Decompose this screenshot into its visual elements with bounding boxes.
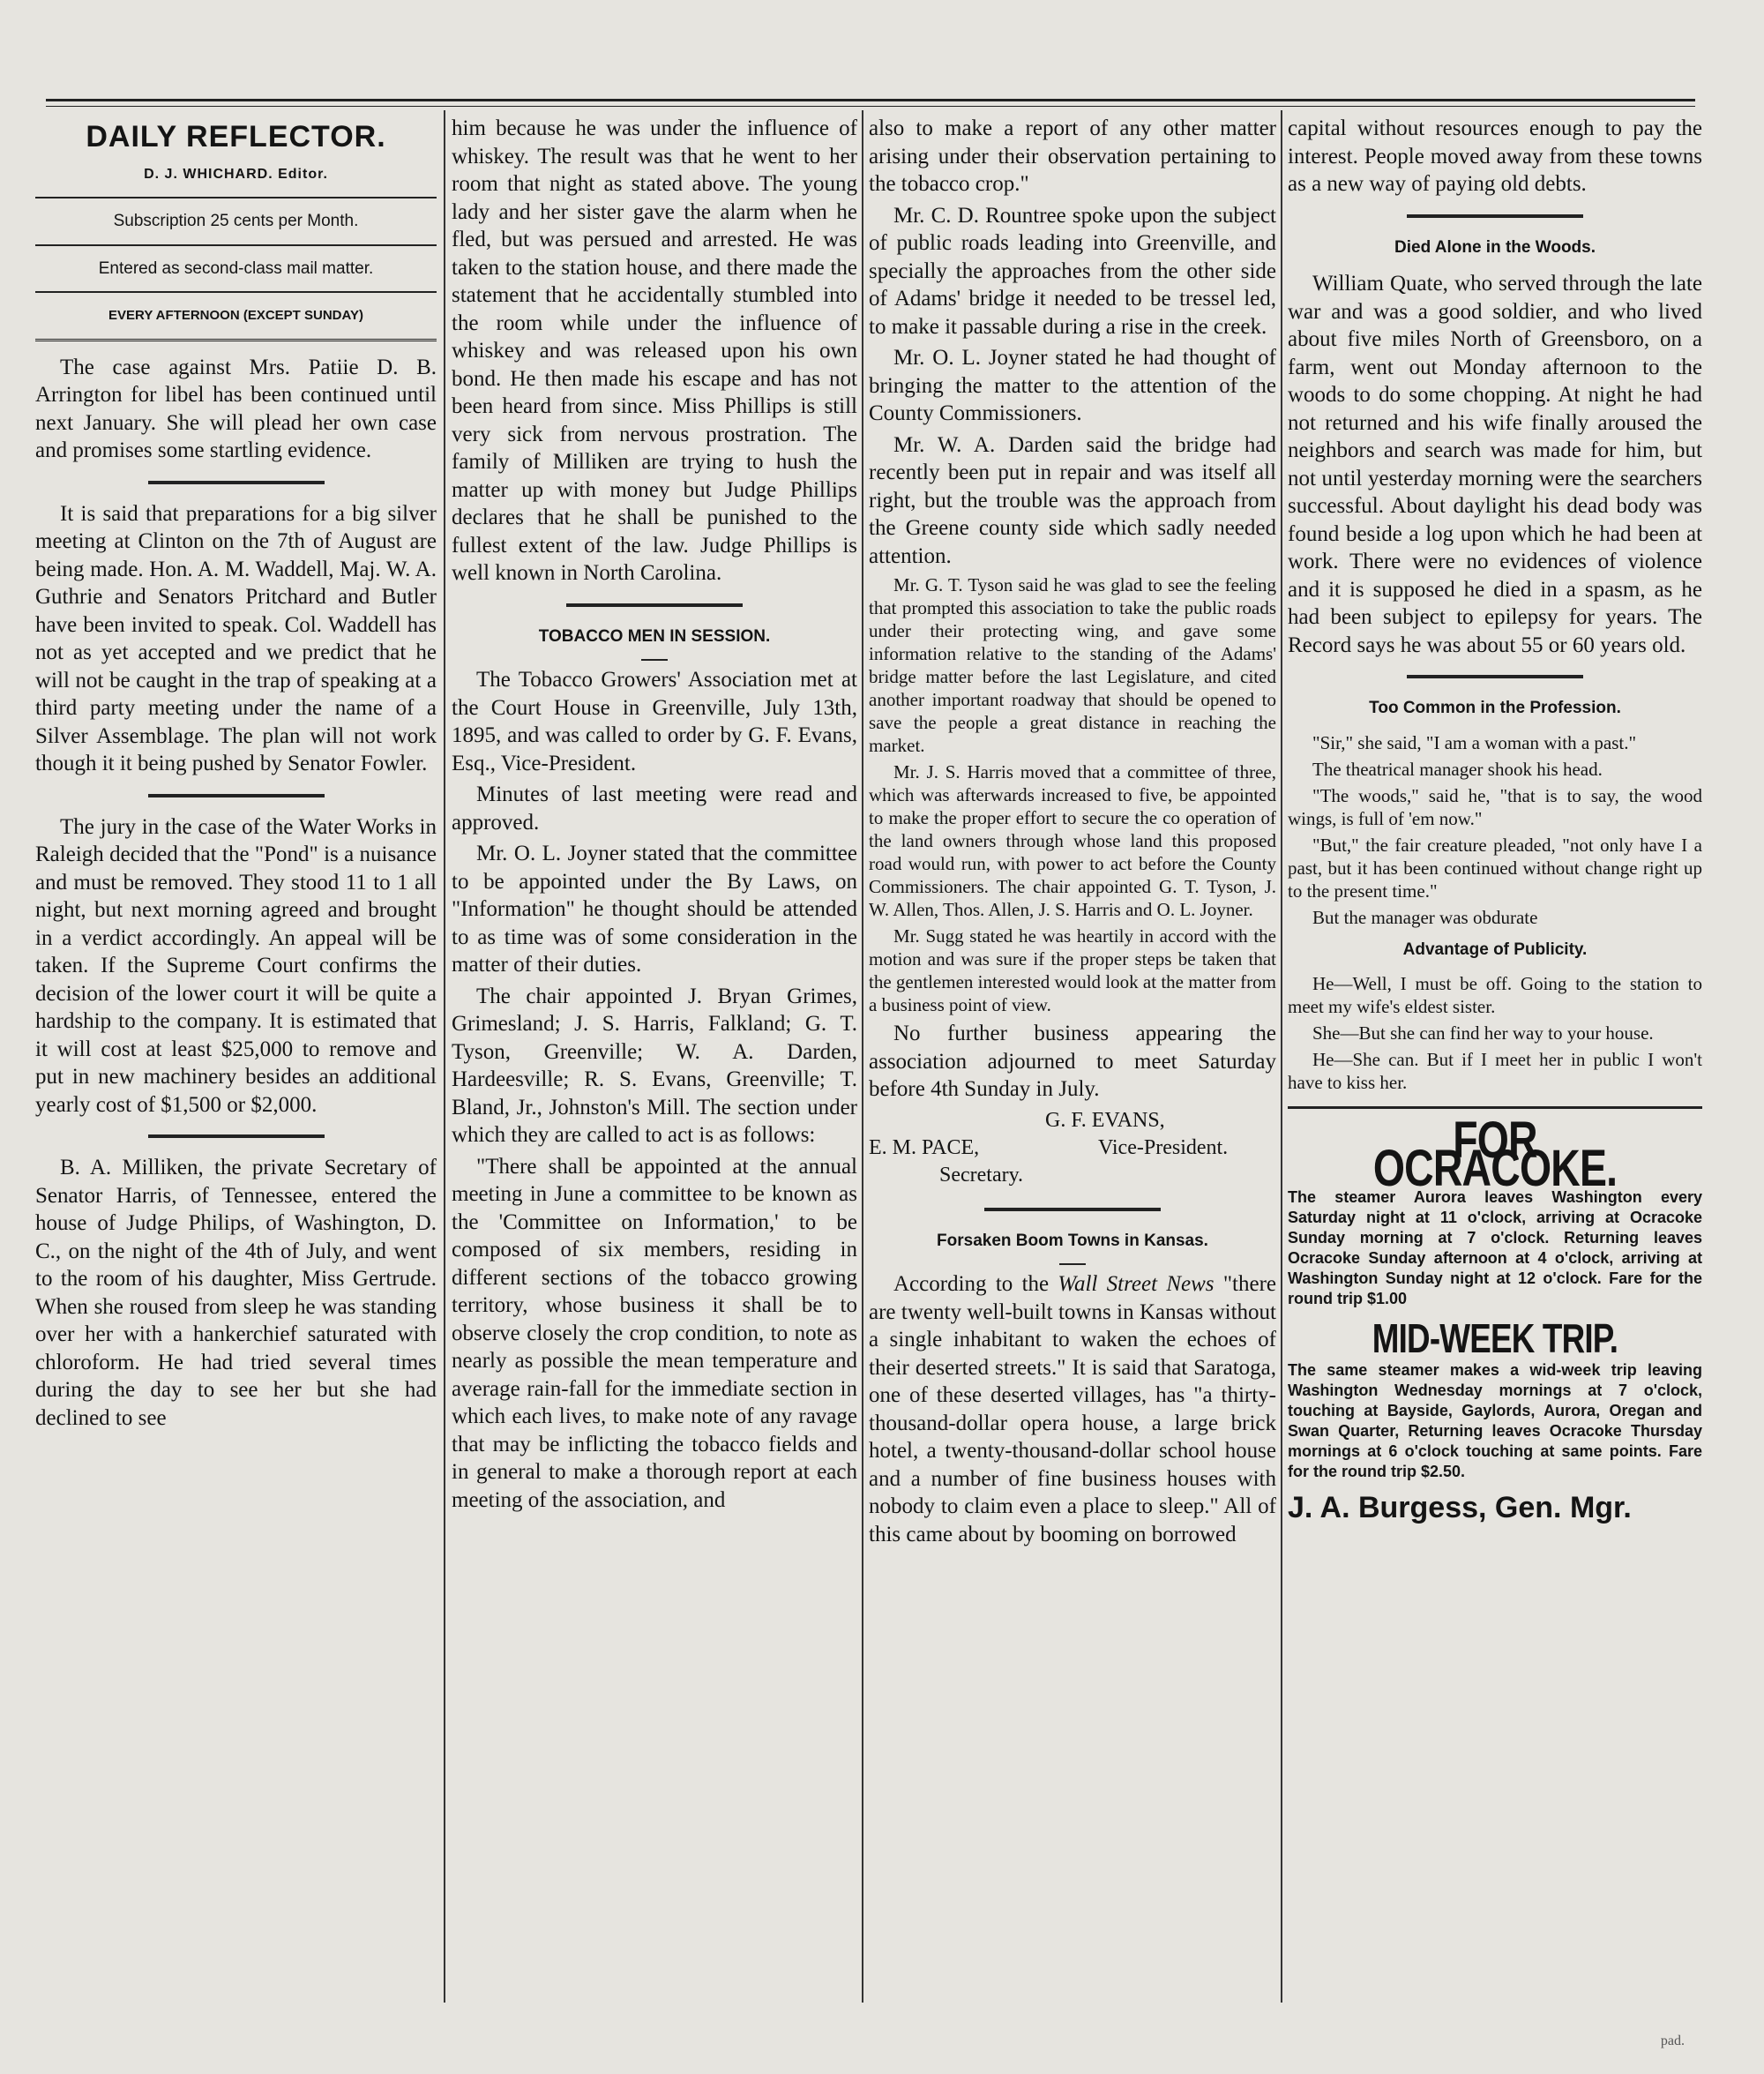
joke-paragraph: "Sir," she said, "I am a woman with a past."	[1312, 731, 1637, 753]
column-4	[1288, 115, 1702, 2003]
signature-secretary: Secretary.	[939, 1163, 1024, 1187]
tobacco-paragraph: "There shall be appointed at the annual meeting in June a committee to be known as the 'Committee on Information,' to be composed of six members, residing in different sections of the tobacco growing territory, whose business it shall be to observe closely the crop condition, to note as nearly as possible the mean temperature and average rain-fall for the immediate section in which each lives, to make note of any ravage that may be inflicting the tobacco fields and in general to make a thorough report at each meeting of the association, and	[452, 1154, 857, 1512]
tobacco-paragraph: Mr. G. T. Tyson said he was glad to see the feeling that prompted this association to take the public roads under their protecting wing, and gave some information relative to the standing of the Adams' bridge matter before the last Legislature, and cited another important roadway that should be opened to save the people a great distance in reaching the market.	[869, 574, 1276, 756]
column-3	[869, 115, 1276, 2003]
tobacco-paragraph: No further business appearing the association adjourned to meet Saturday before 4th Sunday in July.	[869, 1022, 1276, 1101]
signature-vice-president: Vice-President.	[1098, 1135, 1229, 1159]
signature-block	[869, 1107, 1276, 1192]
article-divider	[148, 794, 325, 797]
column-2	[452, 115, 857, 2003]
tobacco-paragraph: The Tobacco Growers' Association met at the Court House in Greenville, July 13th, 1895, and was called to order by G. F. Evans, Esq., Vice-President.	[452, 668, 857, 775]
boom-towns-continued: capital without resources enough to pay the interest. People moved away from these towns as a new way of paying old debts.	[1288, 116, 1702, 196]
tobacco-paragraph: Mr. W. A. Darden said the bridge had recently been put in repair and was itself all right, but the trouble was the approach from the Greene county side which sadly needed attention.	[869, 432, 1276, 568]
ad-text-ocracoke: The steamer Aurora leaves Washington every Saturday night at 11 o'clock, arriving at Ocracoke Sunday morning at 7 o'clock. Returning leaves Ocracoke Sunday afternoon at 4 o'clock, arriving at Washington Sunday night at 12 o'clock. Fare for the round trip $1.00	[1288, 1188, 1702, 1307]
column-1	[35, 115, 437, 2003]
heading-tobacco-men: TOBACCO MEN IN SESSION.	[538, 626, 771, 646]
column-rule-3	[1281, 110, 1282, 2003]
article-divider	[566, 603, 743, 607]
heading-died-alone: Died Alone in the Woods.	[1394, 237, 1596, 257]
ad-signature: J. A. Burgess, Gen. Mgr.	[1288, 1490, 1632, 1524]
joke-paragraph: He—She can. But if I meet her in public I won't have to kiss her.	[1288, 1049, 1702, 1093]
tobacco-paragraph: Minutes of last meeting were read and approved.	[452, 782, 857, 835]
joke-paragraph: He—Well, I must be off. Going to the station to meet my wife's eldest sister.	[1288, 973, 1702, 1017]
joke-paragraph: "But," the fair creature pleaded, "not only have I a past, but it has been continued without change right up to the present time."	[1288, 834, 1702, 902]
masthead-schedule: EVERY AFTERNOON (EXCEPT SUNDAY)	[35, 293, 437, 341]
signature-evans: G. F. EVANS,	[1045, 1108, 1165, 1132]
tobacco-paragraph: Mr. O. L. Joyner stated he had thought of bringing the matter to the attention of the County Commissioners.	[869, 346, 1276, 425]
heading-boom-towns: Forsaken Boom Towns in Kansas.	[937, 1231, 1208, 1250]
tobacco-paragraph: The chair appointed J. Bryan Grimes, Grimesland; J. S. Harris, Falkland; G. T. Tyson, Greenville; W. A. Darden, Hardeesville; R. S. Evans, Greenville; T. Bland, Jr., Johnston's Mill. The section under which they are called to act is as follows:	[452, 984, 857, 1147]
tobacco-paragraph: also to make a report of any other matter arising under their observation pertaining to the tobacco crop."	[869, 116, 1276, 196]
top-rule	[46, 99, 1695, 101]
boom-text: "there are twenty well-built towns in Kansas without a single inhabitant to waken the echoes of their deserted streets." It is said that Saratoga, one of these deserted villages, has "a thirty-thousand-dollar opera house, a large brick hotel, a twenty-thousand-dollar school house and a number of fine business houses with nobody to claim even a place to sleep." All of this came about by booming on borrowed	[869, 1272, 1276, 1546]
masthead-subscription: Subscription 25 cents per Month.	[35, 198, 437, 246]
article-arrington-libel: The case against Mrs. Patiie D. B. Arrington for libel has been continued until next January. She will plead her own case and promises some startling evidence.	[35, 355, 437, 462]
masthead-title: DAILY REFLECTOR.	[86, 120, 386, 153]
ad-title-mid-week: MID-WEEK TRIP.	[1372, 1315, 1618, 1361]
masthead-entered: Entered as second-class mail matter.	[35, 246, 437, 294]
boom-text: According to the	[893, 1272, 1058, 1296]
joke-paragraph: But the manager was obdurate	[1312, 906, 1538, 928]
joke-paragraph: "The woods," said he, "that is to say, the wood wings, is full of 'em now."	[1288, 784, 1702, 829]
footer-note: pad.	[1660, 2033, 1685, 2048]
boom-towns-paragraph	[869, 1270, 1276, 1548]
ad-title-ocracoke: FOR OCRACOKE.	[1372, 1112, 1618, 1197]
article-divider	[148, 1134, 325, 1138]
article-milliken: B. A. Milliken, the private Secretary of Senator Harris, of Tennessee, entered the house of Judge Philips, of Washington, D. C., on the night of the 4th of July, and went to the room of his daughter, Miss Gertrude. When she roused from sleep he was standing over her with a hankerchief saturated with chloroform. He had tried several times during the day to see her but she had declined to see	[35, 1156, 437, 1430]
tobacco-paragraph: Mr. O. L. Joyner stated that the committee to be appointed under the By Laws, on "Information" he thought should be attended to as time was of some consideration in the matter of their duties.	[452, 842, 857, 977]
wall-street-news: Wall Street News	[1058, 1272, 1215, 1296]
joke-paragraph: She—But she can find her way to your house.	[1312, 1022, 1654, 1044]
article-divider	[984, 1208, 1161, 1211]
article-divider	[1407, 675, 1583, 678]
heading-too-common: Too Common in the Profession.	[1369, 699, 1621, 717]
joke-paragraph: The theatrical manager shook his head.	[1312, 758, 1603, 780]
masthead-editor: D. J. WHICHARD. Editor.	[35, 155, 437, 199]
column-rule-1	[444, 110, 445, 2003]
tobacco-paragraph: Mr. C. D. Rountree spoke upon the subject of public roads leading into Greenville, and specially the approaches from the other side of Adams' bridge it needed to be tressel led, to make it passable during a rise in the creek.	[869, 203, 1276, 339]
article-milliken-continued: him because he was under the influence of whiskey. The result was that he went to her room that night as stated above. The young lady and her sister gave the alarm when he fled, but was persued and arrested. He was taken to the station house, and there made the statement that he accidentally stumbled into the room while under the influence of whiskey and was released upon his own bond. He then made his escape and has not been heard from since. Miss Phillips is still very sick from nervous prostration. The family of Milliken are trying to hush the matter up with money but Judge Phillips declares that he shall be punished to the fullest extent of the law. Judge Phillips is well known in North Carolina.	[452, 116, 857, 585]
article-divider	[1407, 214, 1583, 218]
died-alone-paragraph: William Quate, who served through the late war and was a good soldier, and who lived about five miles North of Greensboro, on a farm, went out Monday afternoon to the woods to do some chopping. At night he had not returned and his wife finally aroused the neighbors and search was made for him, but not until yesterday morning were the searchers successful. About daylight his dead body was found beside a log upon which he had been at work. There were no evidences of violence and it is supposed he died in a spasm, as he had been subject to epilepsy for years. The Record says he was about 55 or 60 years old.	[1288, 272, 1702, 657]
heading-dash	[641, 659, 668, 661]
tobacco-paragraph: Mr. Sugg stated he was heartily in accord with the motion and was sure if the proper steps be taken that the gentlemen interested would look at the matter from a business point of view.	[869, 925, 1276, 1015]
heading-publicity: Advantage of Publicity.	[1402, 940, 1588, 959]
article-silver-meeting: It is said that preparations for a big silver meeting at Clinton on the 7th of August are being made. Hon. A. M. Waddell, Maj. W. A. Guthrie and Senators Pritchard and Butler have been invited to speak. Col. Waddell has not as yet accepted and we predict that he will not be caught in the trap of speaking at a third party meeting under the name of a Silver Assemblage. The plan will not work though it it being pushed by Senator Fowler.	[35, 501, 437, 775]
tobacco-paragraph: Mr. J. S. Harris moved that a committee of three, which was afterwards increased to five, be appointed to make the proper effort to secure the co operation of the land owners through whose land this proposed road would run, with power to act before the County Commissioners. The chair appointed G. T. Tyson, J. W. Allen, Thos. Allen, J. S. Harris and O. L. Joyner.	[869, 761, 1276, 920]
top-rule-thin	[46, 106, 1695, 107]
heading-dash	[1059, 1263, 1086, 1265]
article-divider	[148, 481, 325, 484]
ad-text-mid-week: The same steamer makes a wid-week trip leaving Washington Wednesday mornings at 7 o'clock, touching at Bayside, Gaylords, Aurora, Oregan and Swan Quarter, Returning leaves Ocracoke Thursday mornings at 6 o'clock touching at same points. Fare for the round trip $2.50.	[1288, 1360, 1702, 1480]
column-rule-2	[862, 110, 863, 2003]
signature-pace: E. M. PACE,	[869, 1135, 980, 1159]
article-water-works: The jury in the case of the Water Works in Raleigh decided that the "Pond" is a nuisance and must be removed. They stood 11 to 1 all night, but next morning agreed and brought in a verdict accordingly. An appeal will be taken. If the Supreme Court confirms the decision of the lower court it will be quite a hardship to the company. It is estimated that it will cost at least $25,000 to remove and put in new machinery besides an additional yearly cost of $1,500 or $2,000.	[35, 814, 437, 1117]
ocracoke-advertisement	[1288, 1106, 1702, 1522]
